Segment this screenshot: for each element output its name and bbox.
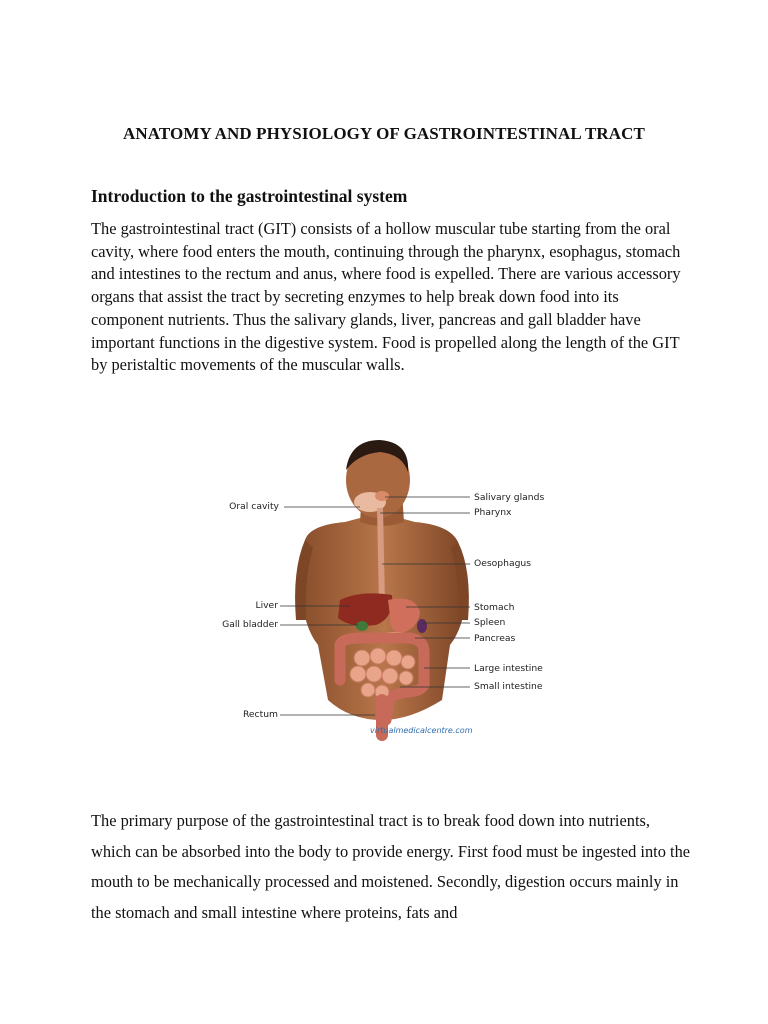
label-large-intestine: Large intestine <box>474 663 543 674</box>
label-oesophagus: Oesophagus <box>474 558 532 569</box>
figure-watermark: virtualmedicalcentre.com <box>370 726 473 735</box>
intro-paragraph: The gastrointestinal tract (GIT) consists of a hollow muscular tube starting from the oral cavity, where food enters the mouth, continuing through the pharynx, esophagus, stomach and intestines to the rectum and anus, where food is expelled. There are various accessory organs that assist the tract by secreting enzymes to help break down food into its component nutrients. Thus the salivary glands, liver, pancreas and gall bladder have important functions in the digestive system. Food is propelled along the length of the GIT by peristaltic movements of the muscular walls. <box>91 219 681 375</box>
label-rectum: Rectum <box>242 709 278 720</box>
label-small-intestine: Small intestine <box>474 681 543 692</box>
label-pancreas: Pancreas <box>474 633 516 644</box>
label-spleen: Spleen <box>474 617 506 628</box>
purpose-paragraph: The primary purpose of the gastrointestinal tract is to break food down into nutrients, which can be absorbed into the body to provide energy. First food must be ingested into the mouth to be mechanically processed and moistened. Secondly, digestion occurs mainly in the stomach and small intestine where proteins, fats and <box>91 811 691 922</box>
digestive-system-illustration <box>210 430 570 750</box>
label-gall-bladder: Gall bladder <box>222 619 278 630</box>
document-title: ANATOMY AND PHYSIOLOGY OF GASTROINTESTINAL TRACT <box>123 124 645 143</box>
label-salivary-glands: Salivary glands <box>474 492 545 503</box>
section-heading: Introduction to the gastrointestinal system <box>91 186 408 206</box>
label-liver: Liver <box>255 600 278 611</box>
label-stomach: Stomach <box>474 602 515 613</box>
label-pharynx: Pharynx <box>474 507 512 518</box>
digestive-system-figure <box>210 430 570 750</box>
label-oral-cavity: Oral cavity <box>229 501 279 512</box>
